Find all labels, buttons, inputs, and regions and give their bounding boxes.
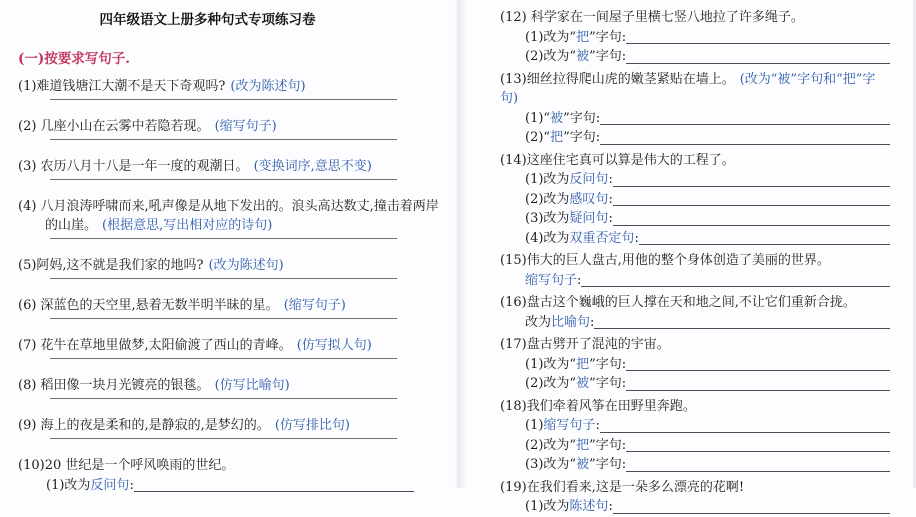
- question-number: (15): [500, 253, 527, 268]
- question-6: [18, 296, 449, 315]
- fill-in-blank-row: [500, 374, 890, 394]
- blank-label: [525, 271, 581, 291]
- blank-label-keyword: 把: [576, 437, 590, 453]
- answer-line: [50, 136, 397, 140]
- answer-line: [50, 315, 397, 319]
- answer-underline: [626, 47, 890, 64]
- question-13: [500, 70, 890, 109]
- answer-underline: [613, 209, 890, 226]
- fill-in-blank-row: [500, 313, 890, 333]
- blank-label-prefix: (1)改为: [46, 478, 91, 493]
- question-7: [18, 336, 449, 355]
- question-number: (5): [18, 258, 37, 273]
- fill-in-blank-row: [500, 47, 890, 67]
- blank-label-prefix: (3)改为: [525, 211, 570, 226]
- blank-label-keyword: 双重否定句: [569, 230, 635, 246]
- blank-label: [525, 229, 639, 249]
- question-text: 盘古劈开了混沌的宇宙。: [526, 337, 670, 352]
- blank-label-suffix: ”字句:: [589, 356, 627, 372]
- blank-label-keyword: 反问句: [569, 172, 609, 187]
- answer-underline: [594, 313, 890, 330]
- blank-label-prefix: (2)改为“: [525, 437, 577, 453]
- blank-label-keyword: 疑问句: [569, 211, 609, 226]
- blank-label-suffix: ”字句:: [589, 437, 627, 453]
- question-15: [500, 251, 890, 271]
- answer-underline: [613, 190, 890, 207]
- question-hint: (改为陈述句): [208, 258, 284, 273]
- question-text: 深蓝色的天空里,悬着无数半明半昧的星。: [40, 298, 279, 313]
- question-16: [500, 293, 890, 313]
- blank-label-prefix: (1)改为“: [525, 356, 577, 372]
- blank-label-prefix: (1)改为: [525, 172, 570, 187]
- blank-label: [525, 170, 613, 190]
- question-text: 我们牵着风筝在田野里奔跑。: [526, 398, 696, 414]
- fill-in-blank-row: [500, 436, 890, 456]
- blank-label-keyword: 把: [576, 29, 590, 45]
- blank-label-suffix: :: [608, 191, 613, 207]
- question-number: (2): [18, 119, 41, 134]
- answer-line: [50, 235, 397, 239]
- question-hint: (改为陈述句): [230, 79, 306, 94]
- blank-label: [525, 47, 626, 67]
- blank-label: [525, 497, 613, 517]
- blank-label: [525, 455, 626, 475]
- question-text: 细丝拉得爬山虎的嫩茎紧贴在墙上。: [526, 71, 735, 87]
- fill-in-blank-row: [500, 28, 890, 48]
- question-text: 稻田像一块月光镀亮的银毯。: [40, 378, 210, 393]
- page-title: 四年级语文上册多种句式专项练习卷: [99, 12, 316, 28]
- question-hint: (仿写比喻句): [214, 378, 290, 393]
- question-hint: (缩写句子): [214, 119, 277, 134]
- question-text: 农历八月十八是一年一度的观潮日。: [40, 159, 249, 174]
- question-number: (6): [18, 298, 41, 313]
- answer-underline: [626, 436, 890, 453]
- blank-label-prefix: (1)“: [525, 110, 551, 126]
- blank-label-prefix: (4)改为: [525, 230, 570, 246]
- blank-label-suffix: ”字句:: [589, 376, 627, 391]
- question-hint: (仿写排比句): [274, 418, 350, 433]
- blank-label-keyword: 感叹句: [569, 191, 609, 207]
- blank-label: [525, 109, 600, 129]
- question-hint: (改为“被”字句和“把”字句): [500, 71, 876, 106]
- blank-label-suffix: ”字句:: [589, 29, 627, 45]
- blank-label-prefix: (3)改为“: [525, 457, 577, 472]
- page-left: [0, 0, 455, 493]
- blank-label-keyword: 被: [576, 376, 590, 391]
- blank-label-keyword: 反问句: [90, 478, 130, 493]
- question-9: [18, 416, 449, 435]
- question-text: 花牛在草地里做梦,太阳偷渡了西山的青峰。: [40, 338, 292, 353]
- question-number: (16): [500, 295, 527, 310]
- blank-label: [46, 476, 134, 495]
- question-text: 海上的夜是柔和的,是静寂的,是梦幻的。: [40, 418, 270, 433]
- answer-line: [50, 176, 397, 180]
- blank-label: [525, 28, 626, 48]
- question-number: (3): [18, 159, 41, 174]
- question-number: (12): [500, 10, 531, 25]
- answer-underline: [639, 229, 890, 246]
- question-hint: (变换词序,意思不变): [253, 159, 372, 174]
- question-18: [500, 397, 890, 417]
- blank-label: [525, 128, 600, 148]
- blank-label-keyword: 缩写句子: [525, 272, 578, 288]
- blank-label-prefix: (2)“: [525, 130, 551, 145]
- fill-in-blank-row: [500, 271, 890, 291]
- question-text: 这座住宅真可以算是伟大的工程了。: [526, 152, 735, 168]
- answer-line: [50, 395, 397, 399]
- question-number: (18): [500, 398, 527, 414]
- question-text: 难道钱塘江大潮不是天下奇观吗?: [36, 79, 226, 94]
- blank-label: [525, 436, 626, 456]
- blank-label-prefix: 改为: [525, 314, 552, 330]
- question-hint: (缩写句子): [283, 298, 346, 313]
- question-number: (9): [18, 418, 41, 433]
- question-5: [18, 256, 449, 275]
- question-3: [18, 157, 449, 176]
- blank-label-keyword: 被: [550, 110, 564, 126]
- answer-underline: [626, 374, 890, 391]
- blank-label: [525, 355, 626, 375]
- blank-label-keyword: 比喻句: [551, 314, 591, 330]
- blank-label-prefix: (2)改为“: [525, 49, 577, 64]
- answer-line: [50, 275, 397, 279]
- question-number: (1): [18, 79, 37, 94]
- answer-underline: [626, 355, 890, 372]
- fill-in-blank-row: [18, 476, 449, 495]
- answer-underline: [626, 455, 890, 472]
- question-8: [18, 376, 449, 395]
- answer-line: [50, 435, 397, 439]
- answer-underline: [613, 497, 890, 514]
- answer-underline: [613, 170, 890, 187]
- blank-label-suffix: :: [590, 314, 595, 330]
- section-heading: (一)按要求写句子.: [18, 51, 130, 67]
- question-number: (7): [18, 338, 41, 353]
- fill-in-blank-row: [500, 109, 890, 129]
- blank-label-suffix: :: [608, 499, 613, 514]
- question-4: [18, 197, 449, 235]
- fill-in-blank-row: [500, 190, 890, 210]
- question-text: 阿妈,这不就是我们家的地吗?: [36, 258, 204, 273]
- blank-label-keyword: 被: [576, 49, 590, 64]
- question-number: (13): [500, 71, 527, 87]
- fill-in-blank-row: [500, 416, 890, 436]
- question-14: [500, 151, 890, 171]
- blank-label-keyword: 把: [576, 356, 590, 372]
- question-text: 八月浪涛呼啸而来,吼声像是从地下发出的。浪头高达数丈,撞击着两岸的山崖。: [40, 199, 439, 233]
- blank-label: [525, 416, 600, 436]
- blank-label: [525, 209, 613, 229]
- blank-label-prefix: (1)改为: [525, 499, 570, 514]
- question-text: 几座小山在云雾中若隐若现。: [40, 119, 210, 134]
- blank-label-suffix: :: [595, 418, 600, 433]
- question-hint: (仿写拟人句): [296, 338, 372, 353]
- question-number: (19): [500, 479, 527, 495]
- fill-in-blank-row: [500, 455, 890, 475]
- question-text: 盘古这个巍峨的巨人撑在天和地之间,不让它们重新合拢。: [526, 295, 856, 310]
- blank-label-prefix: (1)改为“: [525, 29, 577, 45]
- fill-in-blank-row: [500, 128, 890, 148]
- question-number: (14): [500, 152, 527, 168]
- blank-label: [525, 190, 613, 210]
- blank-label-suffix: :: [577, 272, 582, 288]
- fill-in-blank-row: [500, 497, 890, 517]
- blank-label-keyword: 陈述句: [569, 499, 609, 514]
- question-2: [18, 117, 449, 136]
- question-19: [500, 478, 890, 498]
- fill-in-blank-row: [500, 355, 890, 375]
- question-number: (4): [18, 199, 41, 214]
- fill-in-blank-row: [500, 229, 890, 249]
- answer-underline: [600, 416, 890, 433]
- blank-label-keyword: 被: [576, 457, 590, 472]
- blank-label-keyword: 缩写句子: [543, 418, 596, 433]
- question-number: (10): [18, 458, 45, 473]
- blank-label-prefix: (1): [525, 418, 544, 433]
- answer-underline: [134, 476, 414, 492]
- answer-underline: [600, 128, 890, 145]
- blank-label-suffix: :: [129, 478, 134, 493]
- blank-label-suffix: ”字句:: [563, 130, 601, 145]
- blank-label-prefix: (2)改为“: [525, 376, 577, 391]
- blank-label: [525, 313, 594, 333]
- question-number: (8): [18, 378, 41, 393]
- question-12: [500, 8, 890, 28]
- page-gap-divider: [455, 0, 466, 488]
- blank-label: [525, 374, 626, 394]
- question-10: [18, 456, 449, 475]
- blank-label-suffix: ”字句:: [589, 49, 627, 64]
- question-text: 20 世纪是一个呼风唤雨的世纪。: [44, 458, 235, 473]
- answer-underline: [600, 109, 890, 126]
- page-right: [466, 0, 916, 514]
- answer-line: [50, 355, 397, 359]
- blank-label-suffix: :: [608, 172, 613, 187]
- fill-in-blank-row: [500, 209, 890, 229]
- question-text: 科学家在一间屋子里横七竖八地拉了许多绳子。: [530, 10, 804, 25]
- blank-label-suffix: :: [634, 230, 639, 246]
- question-number: (17): [500, 337, 527, 352]
- fill-in-blank-row: [500, 170, 890, 190]
- question-text: 伟大的巨人盘古,用他的整个身体创造了美丽的世界。: [526, 253, 830, 268]
- blank-label-prefix: (2)改为: [525, 191, 570, 207]
- answer-line: [50, 96, 397, 100]
- question-1: [18, 77, 449, 96]
- question-17: [500, 335, 890, 355]
- question-text: 在我们看来,这是一朵多么漂亮的花啊!: [526, 479, 745, 495]
- answer-underline: [581, 271, 890, 288]
- blank-label-suffix: :: [608, 211, 613, 226]
- question-hint: (根据意思,写出相对应的诗句): [102, 218, 273, 233]
- blank-label-suffix: ”字句:: [563, 110, 601, 126]
- blank-label-suffix: ”字句:: [589, 457, 627, 472]
- answer-underline: [626, 28, 890, 45]
- blank-label-keyword: 把: [550, 130, 564, 145]
